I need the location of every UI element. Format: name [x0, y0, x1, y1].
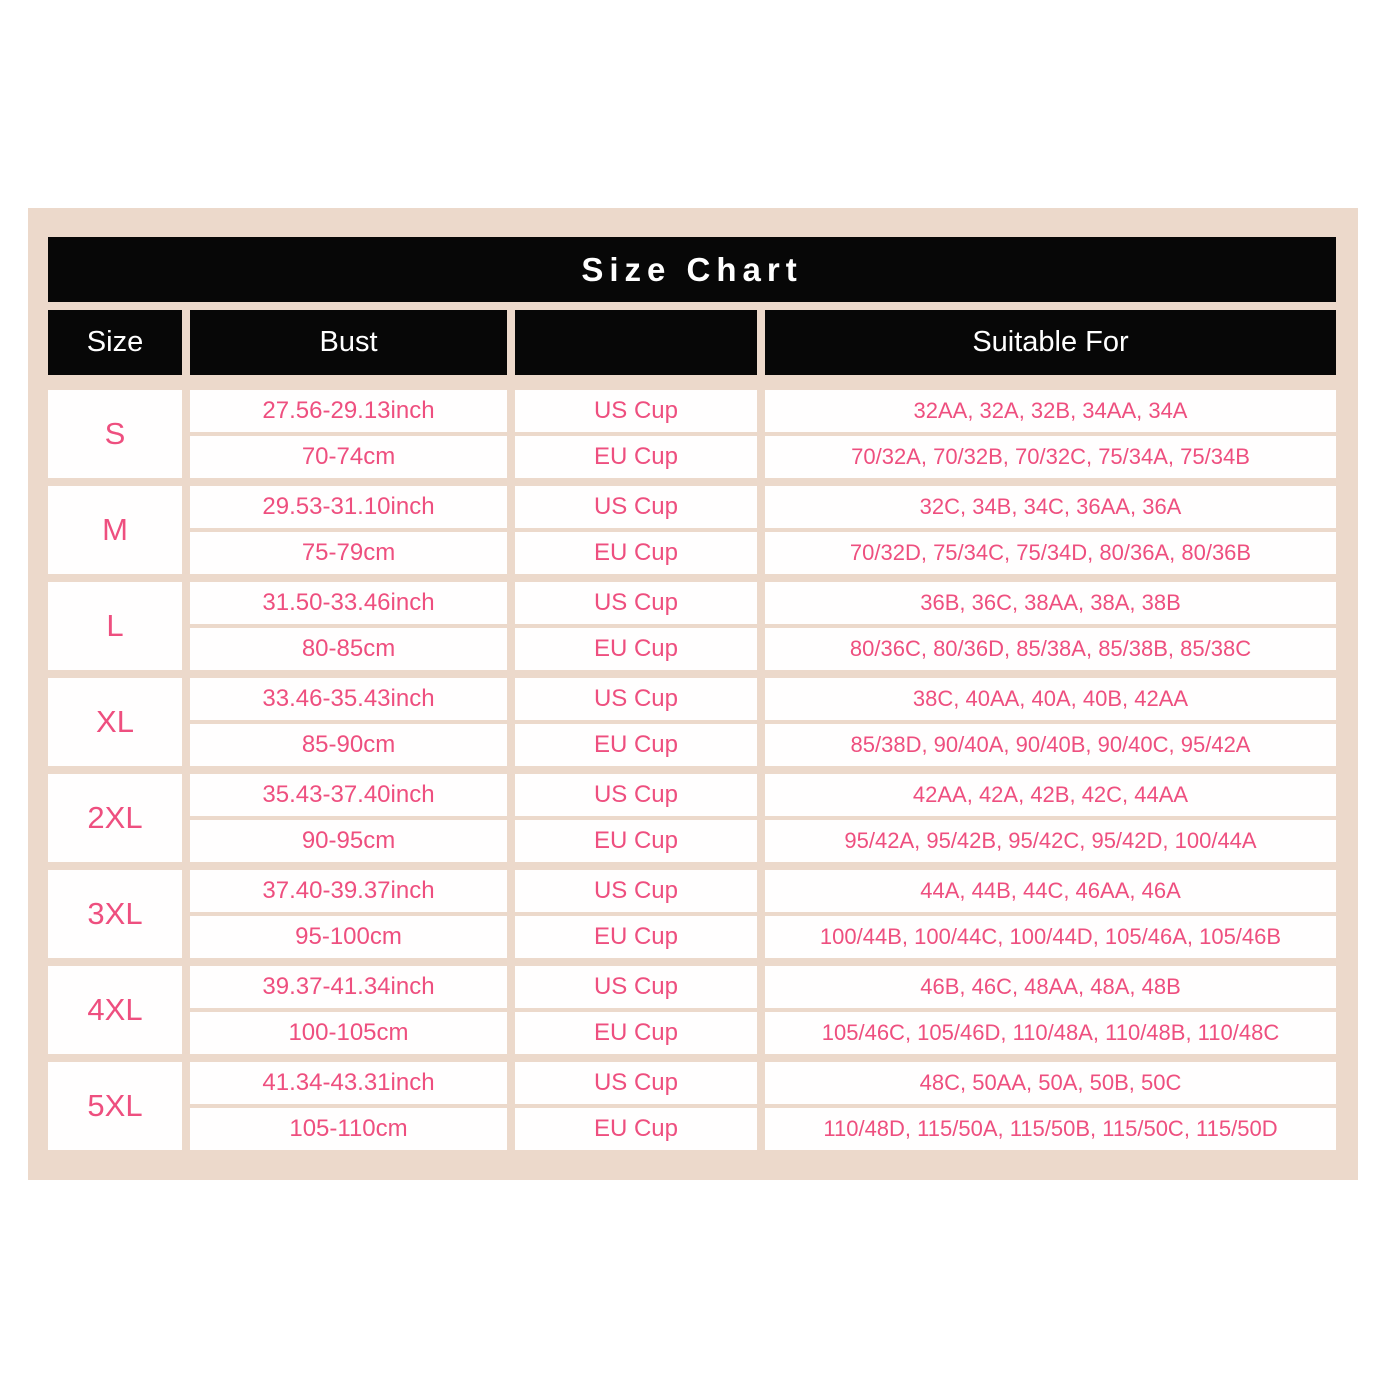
table-row-5xl: [48, 1062, 1336, 1150]
size-label: 5XL: [48, 1062, 182, 1150]
eu-cup-label: EU Cup: [515, 820, 757, 862]
eu-cup-label: EU Cup: [515, 532, 757, 574]
chart-title: Size Chart: [48, 237, 1336, 302]
eu-suitable-value: 70/32D, 75/34C, 75/34D, 80/36A, 80/36B: [765, 532, 1336, 574]
eu-cup-label: EU Cup: [515, 1108, 757, 1150]
us-suitable-value: 36B, 36C, 38AA, 38A, 38B: [765, 582, 1336, 624]
bust-inch-value: 27.56-29.13inch: [190, 390, 507, 432]
eu-suitable-value: 85/38D, 90/40A, 90/40B, 90/40C, 95/42A: [765, 724, 1336, 766]
eu-suitable-value: 100/44B, 100/44C, 100/44D, 105/46A, 105/46B: [765, 916, 1336, 958]
bust-inch-value: 41.34-43.31inch: [190, 1062, 507, 1104]
bust-cm-value: 80-85cm: [190, 628, 507, 670]
size-label: L: [48, 582, 182, 670]
bust-cm-value: 90-95cm: [190, 820, 507, 862]
table-row-xl: [48, 678, 1336, 766]
us-cup-label: US Cup: [515, 486, 757, 528]
bust-cm-value: 105-110cm: [190, 1108, 507, 1150]
us-suitable-value: 44A, 44B, 44C, 46AA, 46A: [765, 870, 1336, 912]
us-suitable-value: 42AA, 42A, 42B, 42C, 44AA: [765, 774, 1336, 816]
bust-cm-value: 100-105cm: [190, 1012, 507, 1054]
table-header-row: [48, 310, 1336, 375]
size-label: S: [48, 390, 182, 478]
eu-suitable-value: 95/42A, 95/42B, 95/42C, 95/42D, 100/44A: [765, 820, 1336, 862]
eu-suitable-value: 80/36C, 80/36D, 85/38A, 85/38B, 85/38C: [765, 628, 1336, 670]
table-row-s: [48, 390, 1336, 478]
table-row-3xl: [48, 870, 1336, 958]
us-cup-label: US Cup: [515, 582, 757, 624]
us-suitable-value: 32C, 34B, 34C, 36AA, 36A: [765, 486, 1336, 528]
us-suitable-value: 48C, 50AA, 50A, 50B, 50C: [765, 1062, 1336, 1104]
size-label: 3XL: [48, 870, 182, 958]
us-cup-label: US Cup: [515, 870, 757, 912]
bust-inch-value: 37.40-39.37inch: [190, 870, 507, 912]
column-header-bust: Bust: [190, 310, 507, 375]
bust-cm-value: 95-100cm: [190, 916, 507, 958]
us-suitable-value: 32AA, 32A, 32B, 34AA, 34A: [765, 390, 1336, 432]
us-suitable-value: 46B, 46C, 48AA, 48A, 48B: [765, 966, 1336, 1008]
column-header-cup: [515, 310, 757, 375]
bust-inch-value: 31.50-33.46inch: [190, 582, 507, 624]
eu-suitable-value: 105/46C, 105/46D, 110/48A, 110/48B, 110/48C: [765, 1012, 1336, 1054]
table-row-4xl: [48, 966, 1336, 1054]
eu-cup-label: EU Cup: [515, 436, 757, 478]
eu-cup-label: EU Cup: [515, 724, 757, 766]
bust-inch-value: 39.37-41.34inch: [190, 966, 507, 1008]
us-cup-label: US Cup: [515, 390, 757, 432]
column-header-size: Size: [48, 310, 182, 375]
size-label: XL: [48, 678, 182, 766]
size-label: 2XL: [48, 774, 182, 862]
table-row-l: [48, 582, 1336, 670]
column-header-suitable-for: Suitable For: [765, 310, 1336, 375]
eu-suitable-value: 110/48D, 115/50A, 115/50B, 115/50C, 115/50D: [765, 1108, 1336, 1150]
bust-inch-value: 35.43-37.40inch: [190, 774, 507, 816]
bust-cm-value: 75-79cm: [190, 532, 507, 574]
bust-inch-value: 33.46-35.43inch: [190, 678, 507, 720]
table-row-m: [48, 486, 1336, 574]
bust-cm-value: 70-74cm: [190, 436, 507, 478]
size-label: 4XL: [48, 966, 182, 1054]
eu-cup-label: EU Cup: [515, 916, 757, 958]
bust-inch-value: 29.53-31.10inch: [190, 486, 507, 528]
eu-cup-label: EU Cup: [515, 628, 757, 670]
eu-cup-label: EU Cup: [515, 1012, 757, 1054]
us-cup-label: US Cup: [515, 678, 757, 720]
us-cup-label: US Cup: [515, 774, 757, 816]
table-row-2xl: [48, 774, 1336, 862]
size-label: M: [48, 486, 182, 574]
us-cup-label: US Cup: [515, 1062, 757, 1104]
eu-suitable-value: 70/32A, 70/32B, 70/32C, 75/34A, 75/34B: [765, 436, 1336, 478]
us-suitable-value: 38C, 40AA, 40A, 40B, 42AA: [765, 678, 1336, 720]
size-chart-panel: [28, 208, 1358, 1180]
us-cup-label: US Cup: [515, 966, 757, 1008]
bust-cm-value: 85-90cm: [190, 724, 507, 766]
